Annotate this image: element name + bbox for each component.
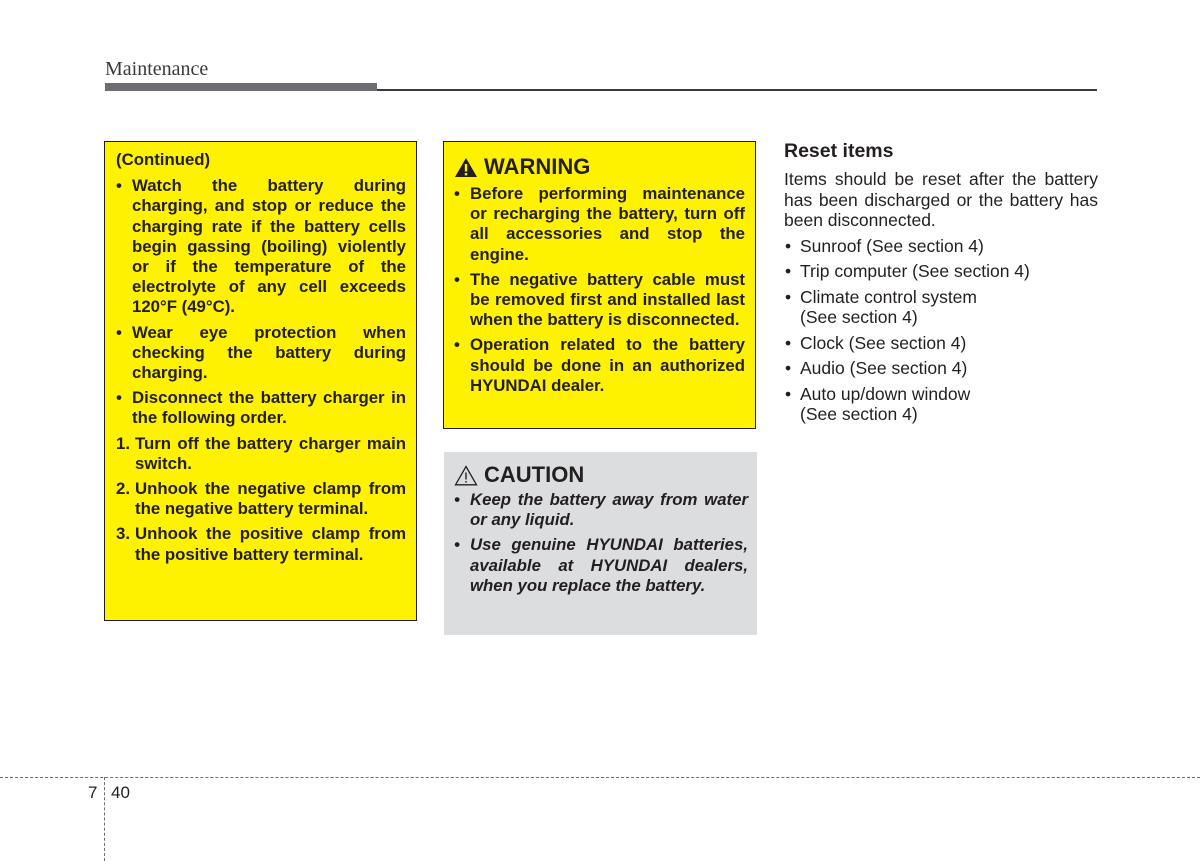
- reset-item-text: Climate control system: [800, 286, 977, 307]
- list-item: [784, 261, 1098, 282]
- list-item: [784, 236, 1098, 257]
- warning-box: [443, 141, 756, 429]
- caution-box: [444, 452, 757, 635]
- page-number: 40: [111, 783, 130, 802]
- list-item: • Before performing maintenance or recharging the battery, turn off all accessories and stop the engine.: [454, 184, 745, 265]
- list-item: [784, 384, 1098, 425]
- step-number: 3.: [116, 524, 130, 544]
- warning-title: WARNING: [484, 154, 591, 179]
- continued-label: (Continued): [116, 150, 211, 169]
- list-item: [784, 333, 1098, 354]
- reset-item-text: Sunroof (See section 4): [800, 235, 984, 256]
- reset-intro: Items should be reset after the battery has been discharged or the battery has been disconnected.: [784, 169, 1098, 230]
- reset-item-text: Audio (See section 4): [800, 358, 968, 378]
- list-item: • The negative battery cable must be removed first and installed last when the battery is disconnected.: [454, 270, 745, 331]
- numbered-step: [116, 524, 406, 564]
- page-section-number: 7: [88, 783, 98, 802]
- numbered-step: [116, 434, 406, 474]
- reset-item-text: Trip computer (See section 4): [800, 261, 1030, 281]
- list-item: • Keep the battery away from water or any liquid.: [454, 490, 748, 530]
- warning-heading: [454, 154, 745, 180]
- page-header-title: Maintenance: [105, 58, 209, 80]
- continued-warning-box: [104, 141, 417, 621]
- step-number: 1.: [116, 433, 130, 453]
- list-item: • Watch the battery during charging, and stop or reduce the charging rate if the battery cells begin gassing (boiling) violently or if the temperature of the electrolyte of any cell exceeds 120°F (49°C).: [116, 176, 406, 317]
- reset-item-subtext: (See section 4): [800, 404, 918, 424]
- warning-triangle-icon: [454, 157, 478, 178]
- step-number: 2.: [116, 479, 130, 499]
- list-item: • Wear eye protection when checking the battery during charging.: [116, 323, 406, 384]
- caution-heading: [454, 462, 748, 488]
- step-text: Turn off the battery charger main switch.: [135, 433, 406, 473]
- footer-divider: [0, 777, 1200, 778]
- reset-item-subtext: (See section 4): [800, 307, 918, 327]
- reset-item-text: Clock (See section 4): [800, 332, 967, 353]
- list-item: • Disconnect the battery charger in the following order.: [116, 388, 406, 428]
- list-item: • Use genuine HYUNDAI batteries, available at HYUNDAI dealers, when you replace the battery.: [454, 535, 748, 596]
- step-text: Unhook the negative clamp from the negative battery terminal.: [135, 479, 406, 519]
- list-item: [784, 358, 1098, 379]
- footer-vertical-divider: [104, 777, 105, 861]
- caution-title: CAUTION: [484, 462, 585, 487]
- header-rule-accent: [105, 83, 377, 91]
- reset-items-heading: Reset items: [784, 140, 894, 162]
- list-item: • Operation related to the battery should be done in an authorized HYUNDAI dealer.: [454, 335, 745, 396]
- reset-item-text: Auto up/down window: [800, 383, 971, 404]
- step-text: Unhook the positive clamp from the positive battery terminal.: [135, 524, 406, 564]
- caution-triangle-icon: [454, 465, 478, 486]
- list-item: [784, 287, 1098, 328]
- numbered-step: [116, 479, 406, 519]
- reset-items-body: [784, 169, 1098, 430]
